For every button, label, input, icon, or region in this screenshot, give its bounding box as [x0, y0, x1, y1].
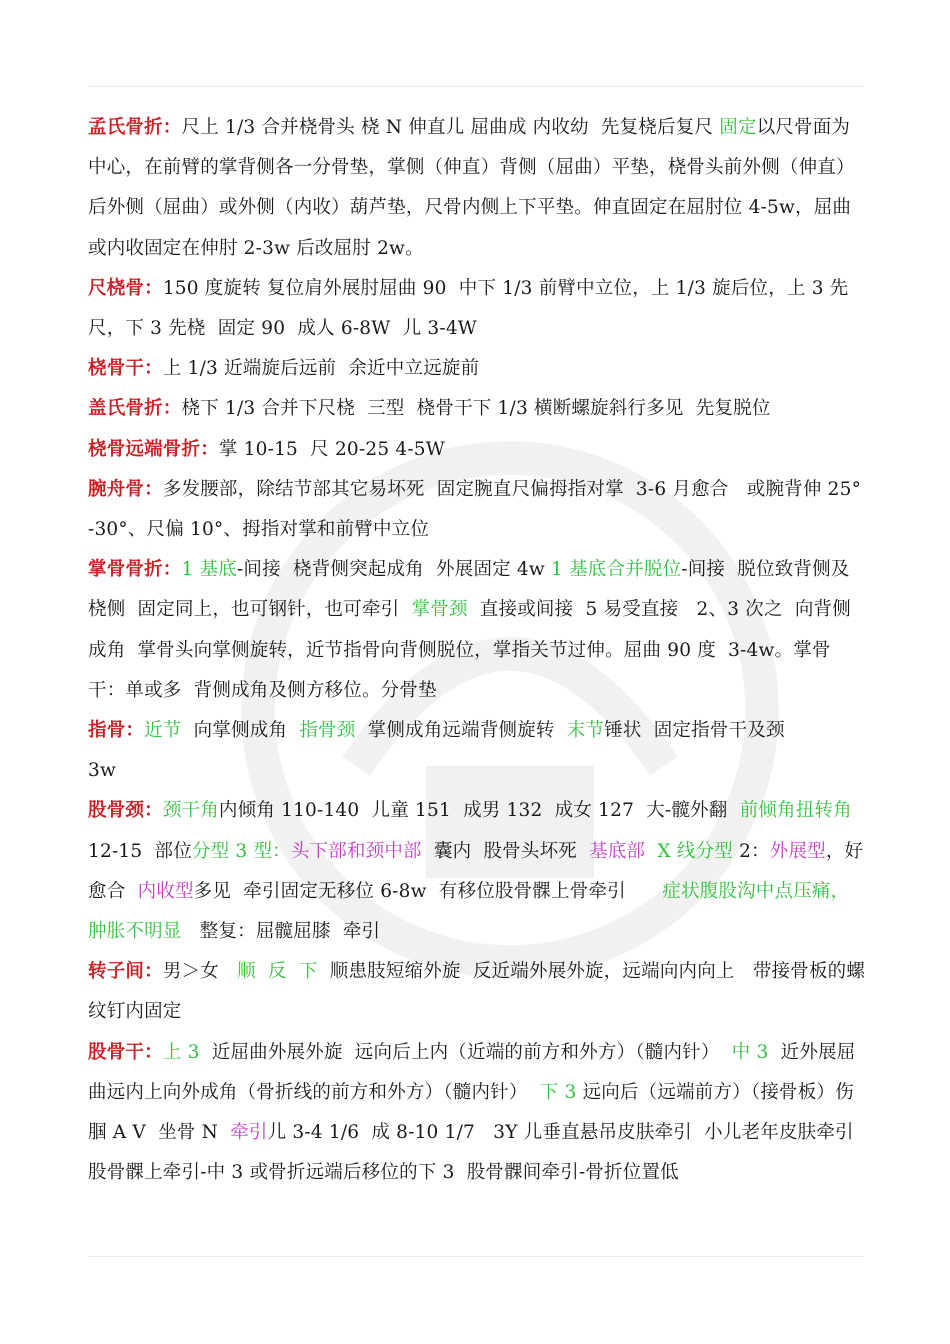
- paragraph-metacarpal-fracture: [88, 550, 866, 711]
- paragraph-intertrochanteric: [88, 952, 866, 1032]
- body-text: 男＞女: [162, 961, 238, 983]
- highlight-magenta: 内收型: [137, 880, 194, 902]
- body-text: 尺上 1/3 合并桡骨头 桡 N 伸直儿 屈曲成 内收幼 先复桡后复尺: [181, 117, 720, 138]
- highlight-green: 近节: [144, 720, 182, 742]
- body-text: 整复：屈髋屈膝 牵引: [181, 921, 381, 943]
- section-title: 盖氏骨折：: [88, 398, 182, 420]
- section-title: 股骨颈：: [88, 800, 163, 822]
- highlight-green: 指骨颈: [299, 720, 356, 742]
- body-text: [645, 841, 657, 862]
- highlight-green: 下 3: [539, 1081, 577, 1103]
- body-text: -间接 脱位致背侧及桡侧 固定同上，也可钢针，也可牵引: [88, 559, 850, 621]
- paragraph-ulna-radius: [88, 269, 866, 349]
- body-text: ，好愈合: [88, 840, 864, 902]
- highlight-green: 症状腹股沟中点压痛，肿胀不明显: [88, 880, 850, 943]
- section-title: 指骨：: [88, 720, 145, 742]
- highlight-green: 掌骨颈: [411, 599, 468, 621]
- paragraph-radius-shaft: [88, 349, 866, 389]
- body-text: 多见 牵引固定无移位 6-8w 有移位股骨髁上骨牵引: [193, 880, 663, 902]
- body-text: 2：: [732, 840, 770, 862]
- highlight-green: 固定: [719, 117, 757, 138]
- highlight-magenta: 基底部: [589, 840, 646, 862]
- body-text: 近屈曲外展外旋 远向后上内（近端的前方和外方）（髓内针）: [199, 1041, 732, 1063]
- paragraph-monteggia-fracture: [88, 108, 866, 269]
- section-title: 尺桡骨：: [88, 277, 163, 299]
- body-text: 囊内 股骨头坏死: [421, 840, 590, 862]
- highlight-green: 1 基底: [181, 559, 237, 581]
- highlight-green: 颈干角: [162, 800, 219, 822]
- paragraph-galeazzi-fracture: [88, 389, 866, 429]
- body-text: 向掌侧成角: [181, 720, 300, 742]
- body-text: 150 度旋转 复位肩外展肘屈曲 90 中下 1/3 前臂中立位，上 1/3 旋后位，上 3 先尺，下 3 先桡 固定 90 成人 6-8W 儿 3-4W: [88, 277, 849, 340]
- body-text: 12-15 部位: [88, 800, 858, 862]
- body-text: 桡下 1/3 合并下尺桡 三型 桡骨干下 1/3 横断螺旋斜行多见 先复脱位: [181, 398, 771, 420]
- section-title: 转子间：: [88, 961, 163, 983]
- highlight-green: 顺 反 下: [237, 961, 318, 983]
- body-text: -间接 桡背侧突起成角 外展固定 4w: [236, 559, 552, 581]
- body-text: 近外展屈曲远内上向外成角（骨折线的前方和外方）（髓内针）: [88, 1041, 856, 1103]
- highlight-magenta: 头下部和颈中部: [290, 840, 422, 862]
- body-text: 以尺骨面为中心，在前臂的掌背侧各一分骨垫，掌侧（伸直）背侧（屈曲）平垫，桡骨头前外侧（伸直）后外侧（屈曲）或外侧（内收）葫芦垫，尺骨内侧上下平垫。伸直固定在屈肘位 4-5w，屈曲或内收固定在伸肘 2-3w 后改屈肘 2w。: [88, 117, 855, 259]
- highlight-green: 上 3: [162, 1041, 200, 1063]
- paragraph-femoral-shaft: [88, 1033, 866, 1194]
- body-text: 内倾角 110-140 儿童 151 成男 132 成女 127 大-髋外翻: [218, 800, 740, 822]
- highlight-green: 前倾角扭转角: [739, 800, 852, 822]
- body-text: 远向后（远端前方）（接骨板）伤腘 A V 坐骨 N: [88, 1081, 854, 1144]
- paragraph-femoral-neck: [88, 791, 866, 952]
- highlight-green: 分型 3 型：: [191, 840, 291, 862]
- paragraph-distal-radius: [88, 430, 866, 470]
- body-text: 锤状 固定指骨干及颈 3w: [88, 720, 895, 782]
- highlight-green: 末节: [566, 720, 605, 742]
- section-title: 桡骨远端骨折：: [88, 438, 219, 460]
- body-text: 掌 10-15 尺 20-25 4-5W: [218, 438, 445, 460]
- highlight-green: 中 3: [731, 1041, 769, 1063]
- section-title: 孟氏骨折：: [88, 117, 182, 138]
- header-rule: [88, 86, 864, 87]
- footer-rule: [88, 1256, 864, 1257]
- highlight-green: 1 基底合并脱位: [551, 559, 682, 581]
- paragraph-scaphoid: [88, 470, 866, 550]
- section-title: 腕舟骨：: [88, 478, 163, 500]
- section-title: 桡骨干：: [88, 358, 163, 380]
- highlight-magenta: 牵引: [230, 1122, 268, 1144]
- section-title: 掌骨骨折：: [88, 559, 182, 581]
- highlight-green: X 线分型: [657, 840, 733, 862]
- section-title: 股骨干：: [88, 1041, 163, 1063]
- body-text: 多发腰部，除结节部其它易坏死 固定腕直尺偏拇指对掌 3-6 月愈合 或腕背伸 25°-30°、尺偏 10°、拇指对掌和前臂中立位: [88, 478, 862, 541]
- highlight-magenta: 外展型: [769, 840, 826, 862]
- body-text: 掌侧成角远端背侧旋转: [355, 720, 567, 742]
- body-text: 顺患肢短缩外旋 反近端外展外旋，远端向内向上 带接骨板的螺纹钉内固定: [88, 961, 866, 1023]
- body-text: 上 1/3 近端旋后远前 余近中立远旋前: [162, 358, 480, 380]
- body-text: 直接或间接 5 易受直接 2、3 次之 向背侧成角 掌骨头向掌侧旋转，近节指骨向背侧脱位，掌指关节过伸。屈曲 90 度 3-4w。掌骨干：单或多 背侧成角及侧方移位。分骨垫: [88, 599, 851, 701]
- body-text: 儿 3-4 1/6 成 8-10 1/7 3Y 儿垂直悬吊皮肤牵引 小儿老年皮肤牵引 股骨髁上牵引-中 3 或骨折远端后移位的下 3 股骨髁间牵引-骨折位置低: [88, 1122, 866, 1184]
- paragraph-phalanx: [88, 711, 895, 791]
- document-body: [88, 108, 895, 1193]
